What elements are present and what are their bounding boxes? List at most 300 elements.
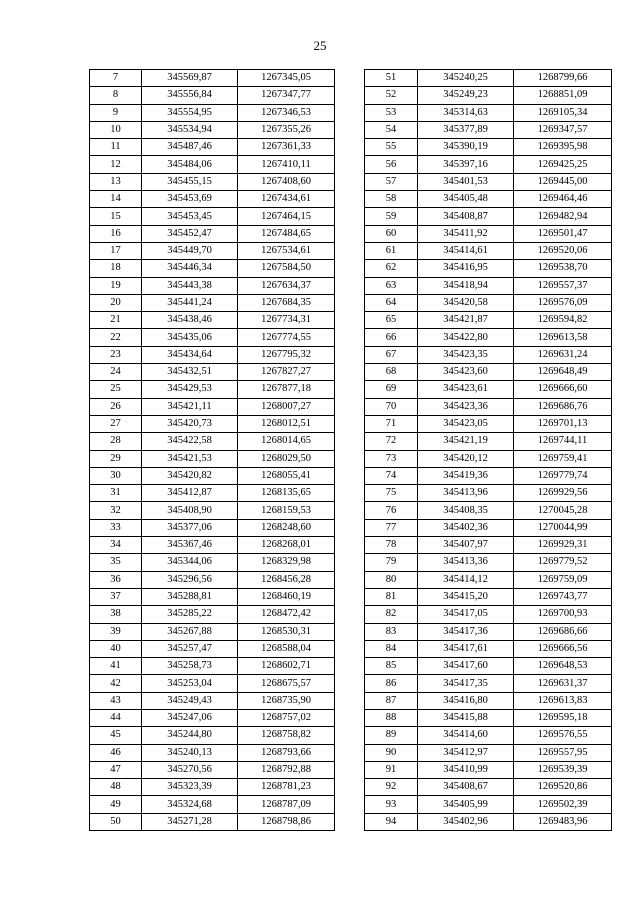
point-number-cell: 82 bbox=[365, 606, 418, 623]
point-number-cell: 14 bbox=[90, 191, 142, 208]
x-coordinate-cell: 345267,88 bbox=[142, 623, 238, 640]
x-coordinate-cell: 345534,94 bbox=[142, 121, 238, 138]
point-number-cell: 37 bbox=[90, 588, 142, 605]
y-coordinate-cell: 1269425,25 bbox=[514, 156, 612, 173]
y-coordinate-cell: 1269686,66 bbox=[514, 623, 612, 640]
x-coordinate-cell: 345324,68 bbox=[142, 796, 238, 813]
y-coordinate-cell: 1268012,51 bbox=[238, 415, 335, 432]
x-coordinate-cell: 345421,87 bbox=[418, 312, 514, 329]
point-number-cell: 67 bbox=[365, 346, 418, 363]
table-row bbox=[90, 761, 335, 778]
table-row bbox=[365, 519, 612, 536]
table-row bbox=[90, 294, 335, 311]
x-coordinate-cell: 345446,34 bbox=[142, 260, 238, 277]
x-coordinate-cell: 345423,05 bbox=[418, 415, 514, 432]
x-coordinate-cell: 345449,70 bbox=[142, 242, 238, 259]
table-row bbox=[90, 537, 335, 554]
point-number-cell: 30 bbox=[90, 467, 142, 484]
x-coordinate-cell: 345422,58 bbox=[142, 433, 238, 450]
y-coordinate-cell: 1269520,06 bbox=[514, 242, 612, 259]
x-coordinate-cell: 345416,95 bbox=[418, 260, 514, 277]
point-number-cell: 68 bbox=[365, 364, 418, 381]
y-coordinate-cell: 1269105,34 bbox=[514, 104, 612, 121]
point-number-cell: 56 bbox=[365, 156, 418, 173]
table-row bbox=[365, 675, 612, 692]
table-row bbox=[365, 70, 612, 87]
x-coordinate-cell: 345418,94 bbox=[418, 277, 514, 294]
y-coordinate-cell: 1269929,31 bbox=[514, 537, 612, 554]
x-coordinate-cell: 345452,47 bbox=[142, 225, 238, 242]
table-row bbox=[365, 208, 612, 225]
point-number-cell: 33 bbox=[90, 519, 142, 536]
x-coordinate-cell: 345484,06 bbox=[142, 156, 238, 173]
point-number-cell: 29 bbox=[90, 450, 142, 467]
y-coordinate-cell: 1267584,50 bbox=[238, 260, 335, 277]
table-row bbox=[90, 191, 335, 208]
point-number-cell: 90 bbox=[365, 744, 418, 761]
x-coordinate-cell: 345412,87 bbox=[142, 485, 238, 502]
table-row bbox=[365, 485, 612, 502]
table-row bbox=[90, 433, 335, 450]
point-number-cell: 35 bbox=[90, 554, 142, 571]
x-coordinate-cell: 345455,15 bbox=[142, 173, 238, 190]
x-coordinate-cell: 345441,24 bbox=[142, 294, 238, 311]
table-row bbox=[90, 364, 335, 381]
table-row bbox=[90, 675, 335, 692]
x-coordinate-cell: 345249,23 bbox=[418, 87, 514, 104]
x-coordinate-cell: 345413,36 bbox=[418, 554, 514, 571]
table-row bbox=[90, 87, 335, 104]
table-row bbox=[365, 260, 612, 277]
y-coordinate-cell: 1267464,15 bbox=[238, 208, 335, 225]
y-coordinate-cell: 1269666,56 bbox=[514, 640, 612, 657]
left-coordinates-table bbox=[89, 69, 335, 831]
point-number-cell: 61 bbox=[365, 242, 418, 259]
y-coordinate-cell: 1267534,61 bbox=[238, 242, 335, 259]
y-coordinate-cell: 1269576,09 bbox=[514, 294, 612, 311]
y-coordinate-cell: 1268268,01 bbox=[238, 537, 335, 554]
point-number-cell: 86 bbox=[365, 675, 418, 692]
x-coordinate-cell: 345421,19 bbox=[418, 433, 514, 450]
x-coordinate-cell: 345423,60 bbox=[418, 364, 514, 381]
table-row bbox=[90, 208, 335, 225]
table-row bbox=[365, 537, 612, 554]
x-coordinate-cell: 345414,60 bbox=[418, 727, 514, 744]
y-coordinate-cell: 1268781,23 bbox=[238, 779, 335, 796]
y-coordinate-cell: 1269395,98 bbox=[514, 139, 612, 156]
y-coordinate-cell: 1267484,65 bbox=[238, 225, 335, 242]
table-row bbox=[90, 173, 335, 190]
table-row bbox=[365, 346, 612, 363]
y-coordinate-cell: 1267434,61 bbox=[238, 191, 335, 208]
table-row bbox=[90, 329, 335, 346]
table-row bbox=[90, 588, 335, 605]
table-row bbox=[90, 796, 335, 813]
x-coordinate-cell: 345271,28 bbox=[142, 813, 238, 830]
point-number-cell: 76 bbox=[365, 502, 418, 519]
x-coordinate-cell: 345429,53 bbox=[142, 381, 238, 398]
point-number-cell: 42 bbox=[90, 675, 142, 692]
point-number-cell: 50 bbox=[90, 813, 142, 830]
x-coordinate-cell: 345417,61 bbox=[418, 640, 514, 657]
y-coordinate-cell: 1269595,18 bbox=[514, 709, 612, 726]
point-number-cell: 43 bbox=[90, 692, 142, 709]
table-row bbox=[365, 312, 612, 329]
point-number-cell: 24 bbox=[90, 364, 142, 381]
point-number-cell: 55 bbox=[365, 139, 418, 156]
y-coordinate-cell: 1267684,35 bbox=[238, 294, 335, 311]
point-number-cell: 32 bbox=[90, 502, 142, 519]
x-coordinate-cell: 345402,96 bbox=[418, 813, 514, 830]
x-coordinate-cell: 345414,61 bbox=[418, 242, 514, 259]
x-coordinate-cell: 345344,06 bbox=[142, 554, 238, 571]
table-row bbox=[365, 381, 612, 398]
point-number-cell: 79 bbox=[365, 554, 418, 571]
point-number-cell: 65 bbox=[365, 312, 418, 329]
y-coordinate-cell: 1267734,31 bbox=[238, 312, 335, 329]
x-coordinate-cell: 345554,95 bbox=[142, 104, 238, 121]
table-row bbox=[90, 156, 335, 173]
point-number-cell: 70 bbox=[365, 398, 418, 415]
x-coordinate-cell: 345453,69 bbox=[142, 191, 238, 208]
point-number-cell: 46 bbox=[90, 744, 142, 761]
point-number-cell: 80 bbox=[365, 571, 418, 588]
point-number-cell: 84 bbox=[365, 640, 418, 657]
table-row bbox=[365, 398, 612, 415]
left-table-body bbox=[90, 70, 335, 831]
y-coordinate-cell: 1268460,19 bbox=[238, 588, 335, 605]
y-coordinate-cell: 1268029,50 bbox=[238, 450, 335, 467]
point-number-cell: 9 bbox=[90, 104, 142, 121]
x-coordinate-cell: 345390,19 bbox=[418, 139, 514, 156]
point-number-cell: 54 bbox=[365, 121, 418, 138]
y-coordinate-cell: 1269594,82 bbox=[514, 312, 612, 329]
table-row bbox=[365, 104, 612, 121]
x-coordinate-cell: 345323,39 bbox=[142, 779, 238, 796]
table-row bbox=[365, 692, 612, 709]
y-coordinate-cell: 1267361,33 bbox=[238, 139, 335, 156]
y-coordinate-cell: 1269648,53 bbox=[514, 658, 612, 675]
y-coordinate-cell: 1269779,74 bbox=[514, 467, 612, 484]
y-coordinate-cell: 1268329,98 bbox=[238, 554, 335, 571]
table-row bbox=[90, 813, 335, 830]
table-row bbox=[365, 156, 612, 173]
table-row bbox=[365, 173, 612, 190]
y-coordinate-cell: 1268530,31 bbox=[238, 623, 335, 640]
table-row bbox=[365, 796, 612, 813]
y-coordinate-cell: 1269557,37 bbox=[514, 277, 612, 294]
table-row bbox=[90, 398, 335, 415]
x-coordinate-cell: 345397,16 bbox=[418, 156, 514, 173]
y-coordinate-cell: 1267827,27 bbox=[238, 364, 335, 381]
table-row bbox=[90, 381, 335, 398]
table-row bbox=[365, 242, 612, 259]
point-number-cell: 89 bbox=[365, 727, 418, 744]
table-row bbox=[90, 606, 335, 623]
y-coordinate-cell: 1269631,37 bbox=[514, 675, 612, 692]
table-row bbox=[90, 502, 335, 519]
point-number-cell: 19 bbox=[90, 277, 142, 294]
table-row bbox=[90, 571, 335, 588]
table-row bbox=[365, 294, 612, 311]
point-number-cell: 63 bbox=[365, 277, 418, 294]
y-coordinate-cell: 1269929,56 bbox=[514, 485, 612, 502]
point-number-cell: 10 bbox=[90, 121, 142, 138]
y-coordinate-cell: 1269648,49 bbox=[514, 364, 612, 381]
point-number-cell: 93 bbox=[365, 796, 418, 813]
point-number-cell: 20 bbox=[90, 294, 142, 311]
x-coordinate-cell: 345487,46 bbox=[142, 139, 238, 156]
point-number-cell: 47 bbox=[90, 761, 142, 778]
x-coordinate-cell: 345258,73 bbox=[142, 658, 238, 675]
y-coordinate-cell: 1268588,04 bbox=[238, 640, 335, 657]
table-row bbox=[90, 519, 335, 536]
y-coordinate-cell: 1268055,41 bbox=[238, 467, 335, 484]
y-coordinate-cell: 1268851,09 bbox=[514, 87, 612, 104]
point-number-cell: 34 bbox=[90, 537, 142, 554]
y-coordinate-cell: 1267877,18 bbox=[238, 381, 335, 398]
x-coordinate-cell: 345414,12 bbox=[418, 571, 514, 588]
table-row bbox=[365, 415, 612, 432]
table-row bbox=[365, 658, 612, 675]
x-coordinate-cell: 345377,06 bbox=[142, 519, 238, 536]
x-coordinate-cell: 345405,99 bbox=[418, 796, 514, 813]
table-row bbox=[365, 225, 612, 242]
table-row bbox=[90, 139, 335, 156]
y-coordinate-cell: 1267408,60 bbox=[238, 173, 335, 190]
x-coordinate-cell: 345416,80 bbox=[418, 692, 514, 709]
point-number-cell: 36 bbox=[90, 571, 142, 588]
x-coordinate-cell: 345270,56 bbox=[142, 761, 238, 778]
point-number-cell: 87 bbox=[365, 692, 418, 709]
x-coordinate-cell: 345405,48 bbox=[418, 191, 514, 208]
x-coordinate-cell: 345422,80 bbox=[418, 329, 514, 346]
point-number-cell: 64 bbox=[365, 294, 418, 311]
point-number-cell: 12 bbox=[90, 156, 142, 173]
y-coordinate-cell: 1268792,88 bbox=[238, 761, 335, 778]
table-row bbox=[365, 502, 612, 519]
x-coordinate-cell: 345417,05 bbox=[418, 606, 514, 623]
point-number-cell: 85 bbox=[365, 658, 418, 675]
point-number-cell: 71 bbox=[365, 415, 418, 432]
table-row bbox=[365, 744, 612, 761]
point-number-cell: 48 bbox=[90, 779, 142, 796]
x-coordinate-cell: 345420,12 bbox=[418, 450, 514, 467]
point-number-cell: 51 bbox=[365, 70, 418, 87]
x-coordinate-cell: 345415,88 bbox=[418, 709, 514, 726]
table-row bbox=[90, 709, 335, 726]
point-number-cell: 60 bbox=[365, 225, 418, 242]
table-row bbox=[90, 779, 335, 796]
x-coordinate-cell: 345421,11 bbox=[142, 398, 238, 415]
x-coordinate-cell: 345249,43 bbox=[142, 692, 238, 709]
table-row bbox=[90, 467, 335, 484]
x-coordinate-cell: 345408,35 bbox=[418, 502, 514, 519]
x-coordinate-cell: 345423,61 bbox=[418, 381, 514, 398]
x-coordinate-cell: 345247,06 bbox=[142, 709, 238, 726]
point-number-cell: 26 bbox=[90, 398, 142, 415]
table-row bbox=[90, 242, 335, 259]
y-coordinate-cell: 1268472,42 bbox=[238, 606, 335, 623]
x-coordinate-cell: 345415,20 bbox=[418, 588, 514, 605]
table-row bbox=[365, 554, 612, 571]
table-row bbox=[365, 433, 612, 450]
y-coordinate-cell: 1267410,11 bbox=[238, 156, 335, 173]
x-coordinate-cell: 345377,89 bbox=[418, 121, 514, 138]
right-table-body bbox=[365, 70, 612, 831]
y-coordinate-cell: 1268007,27 bbox=[238, 398, 335, 415]
x-coordinate-cell: 345417,60 bbox=[418, 658, 514, 675]
table-row bbox=[365, 727, 612, 744]
table-row bbox=[90, 104, 335, 121]
point-number-cell: 28 bbox=[90, 433, 142, 450]
table-row bbox=[365, 606, 612, 623]
point-number-cell: 53 bbox=[365, 104, 418, 121]
point-number-cell: 44 bbox=[90, 709, 142, 726]
table-row bbox=[90, 346, 335, 363]
x-coordinate-cell: 345367,46 bbox=[142, 537, 238, 554]
x-coordinate-cell: 345408,90 bbox=[142, 502, 238, 519]
table-row bbox=[90, 658, 335, 675]
point-number-cell: 74 bbox=[365, 467, 418, 484]
table-row bbox=[90, 554, 335, 571]
table-row bbox=[90, 277, 335, 294]
table-row bbox=[365, 329, 612, 346]
table-row bbox=[365, 588, 612, 605]
point-number-cell: 45 bbox=[90, 727, 142, 744]
y-coordinate-cell: 1269538,70 bbox=[514, 260, 612, 277]
x-coordinate-cell: 345288,81 bbox=[142, 588, 238, 605]
y-coordinate-cell: 1269701,13 bbox=[514, 415, 612, 432]
point-number-cell: 41 bbox=[90, 658, 142, 675]
x-coordinate-cell: 345244,80 bbox=[142, 727, 238, 744]
x-coordinate-cell: 345432,51 bbox=[142, 364, 238, 381]
y-coordinate-cell: 1268758,82 bbox=[238, 727, 335, 744]
x-coordinate-cell: 345401,53 bbox=[418, 173, 514, 190]
x-coordinate-cell: 345417,35 bbox=[418, 675, 514, 692]
y-coordinate-cell: 1269576,55 bbox=[514, 727, 612, 744]
point-number-cell: 21 bbox=[90, 312, 142, 329]
y-coordinate-cell: 1269666,60 bbox=[514, 381, 612, 398]
point-number-cell: 25 bbox=[90, 381, 142, 398]
point-number-cell: 91 bbox=[365, 761, 418, 778]
table-row bbox=[365, 364, 612, 381]
point-number-cell: 58 bbox=[365, 191, 418, 208]
table-row bbox=[365, 467, 612, 484]
table-row bbox=[365, 709, 612, 726]
point-number-cell: 75 bbox=[365, 485, 418, 502]
y-coordinate-cell: 1269779,52 bbox=[514, 554, 612, 571]
table-row bbox=[365, 623, 612, 640]
table-row bbox=[90, 312, 335, 329]
y-coordinate-cell: 1269743,77 bbox=[514, 588, 612, 605]
table-row bbox=[365, 813, 612, 830]
y-coordinate-cell: 1268787,09 bbox=[238, 796, 335, 813]
x-coordinate-cell: 345410,99 bbox=[418, 761, 514, 778]
page-number: 25 bbox=[313, 38, 327, 53]
x-coordinate-cell: 345407,97 bbox=[418, 537, 514, 554]
point-number-cell: 66 bbox=[365, 329, 418, 346]
y-coordinate-cell: 1269539,39 bbox=[514, 761, 612, 778]
point-number-cell: 59 bbox=[365, 208, 418, 225]
table-row bbox=[365, 87, 612, 104]
x-coordinate-cell: 345423,35 bbox=[418, 346, 514, 363]
y-coordinate-cell: 1269700,93 bbox=[514, 606, 612, 623]
point-number-cell: 27 bbox=[90, 415, 142, 432]
y-coordinate-cell: 1267347,77 bbox=[238, 87, 335, 104]
table-row bbox=[365, 761, 612, 778]
table-row bbox=[90, 450, 335, 467]
table-row bbox=[365, 191, 612, 208]
x-coordinate-cell: 345420,82 bbox=[142, 467, 238, 484]
y-coordinate-cell: 1269613,83 bbox=[514, 692, 612, 709]
x-coordinate-cell: 345419,36 bbox=[418, 467, 514, 484]
x-coordinate-cell: 345253,04 bbox=[142, 675, 238, 692]
y-coordinate-cell: 1269520,86 bbox=[514, 779, 612, 796]
table-row bbox=[365, 277, 612, 294]
point-number-cell: 92 bbox=[365, 779, 418, 796]
y-coordinate-cell: 1268735,90 bbox=[238, 692, 335, 709]
point-number-cell: 69 bbox=[365, 381, 418, 398]
table-row bbox=[365, 450, 612, 467]
y-coordinate-cell: 1267345,05 bbox=[238, 70, 335, 87]
y-coordinate-cell: 1269759,41 bbox=[514, 450, 612, 467]
point-number-cell: 88 bbox=[365, 709, 418, 726]
x-coordinate-cell: 345257,47 bbox=[142, 640, 238, 657]
y-coordinate-cell: 1267634,37 bbox=[238, 277, 335, 294]
point-number-cell: 73 bbox=[365, 450, 418, 467]
table-row bbox=[365, 779, 612, 796]
y-coordinate-cell: 1268675,57 bbox=[238, 675, 335, 692]
x-coordinate-cell: 345417,36 bbox=[418, 623, 514, 640]
y-coordinate-cell: 1268135,65 bbox=[238, 485, 335, 502]
y-coordinate-cell: 1268798,86 bbox=[238, 813, 335, 830]
point-number-cell: 7 bbox=[90, 70, 142, 87]
point-number-cell: 11 bbox=[90, 139, 142, 156]
x-coordinate-cell: 345421,53 bbox=[142, 450, 238, 467]
x-coordinate-cell: 345411,92 bbox=[418, 225, 514, 242]
point-number-cell: 38 bbox=[90, 606, 142, 623]
table-row bbox=[365, 139, 612, 156]
y-coordinate-cell: 1270044,99 bbox=[514, 519, 612, 536]
point-number-cell: 39 bbox=[90, 623, 142, 640]
x-coordinate-cell: 345556,84 bbox=[142, 87, 238, 104]
x-coordinate-cell: 345435,06 bbox=[142, 329, 238, 346]
point-number-cell: 40 bbox=[90, 640, 142, 657]
x-coordinate-cell: 345296,56 bbox=[142, 571, 238, 588]
x-coordinate-cell: 345408,67 bbox=[418, 779, 514, 796]
y-coordinate-cell: 1270045,28 bbox=[514, 502, 612, 519]
y-coordinate-cell: 1269347,57 bbox=[514, 121, 612, 138]
table-row bbox=[365, 121, 612, 138]
y-coordinate-cell: 1269445,00 bbox=[514, 173, 612, 190]
y-coordinate-cell: 1269557,95 bbox=[514, 744, 612, 761]
table-row bbox=[90, 225, 335, 242]
x-coordinate-cell: 345240,13 bbox=[142, 744, 238, 761]
y-coordinate-cell: 1268799,66 bbox=[514, 70, 612, 87]
y-coordinate-cell: 1269759,09 bbox=[514, 571, 612, 588]
point-number-cell: 77 bbox=[365, 519, 418, 536]
y-coordinate-cell: 1268159,53 bbox=[238, 502, 335, 519]
x-coordinate-cell: 345402,36 bbox=[418, 519, 514, 536]
table-row bbox=[90, 415, 335, 432]
x-coordinate-cell: 345569,87 bbox=[142, 70, 238, 87]
point-number-cell: 62 bbox=[365, 260, 418, 277]
table-row bbox=[90, 692, 335, 709]
point-number-cell: 15 bbox=[90, 208, 142, 225]
table-row bbox=[90, 260, 335, 277]
x-coordinate-cell: 345412,97 bbox=[418, 744, 514, 761]
